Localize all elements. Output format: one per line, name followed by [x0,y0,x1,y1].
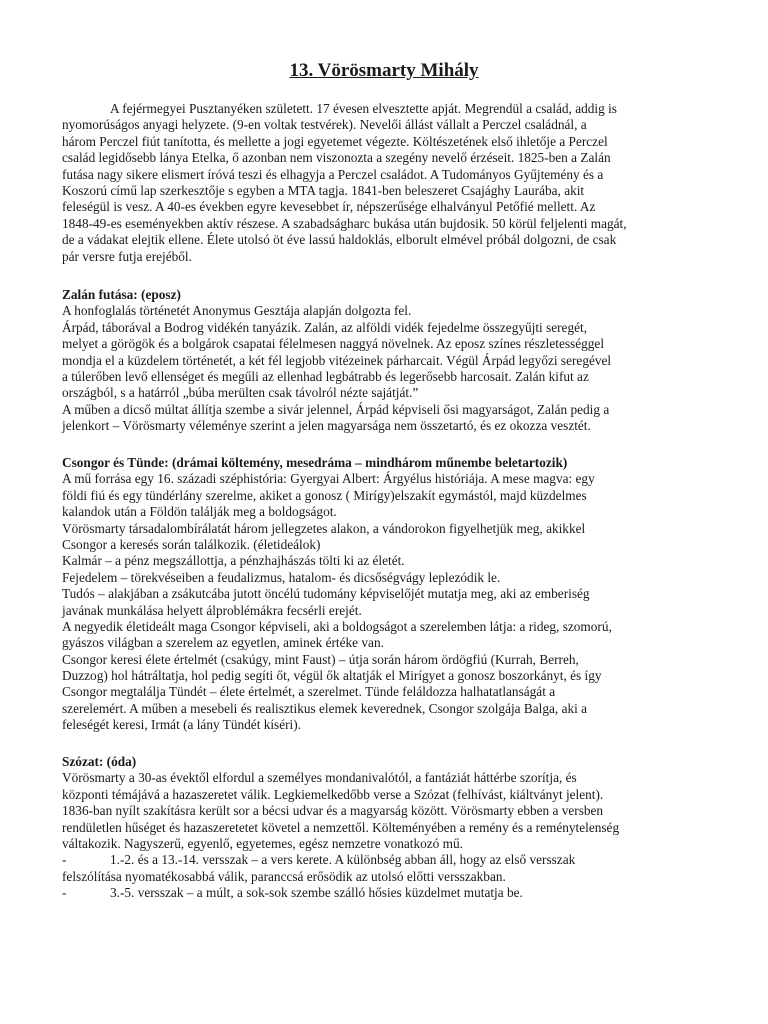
body-line: rendületlen hűséget és hazaszeretetet követel a nemzettől. Költeményében a remény és a reménytelenség [62,819,620,835]
body-line: szerelemért. A műben a mesebeli és realisztikus elemek keverednek, Csongor szolgája Balga, aki a [62,700,588,716]
intro-line: A fejérmegyei Pusztanyéken született. 17 évesen elvesztette apját. Megrendül a család, addig is [110,101,617,116]
intro-line: de a vádakat elejtik ellene. Élete utolsó öt éve lassú haldoklás, elborult elmével próbál dolgozni, de csak [62,232,617,248]
body-line: Vörösmarty a 30-as évektől elfordul a személyes mondanivalótól, a fantáziát háttérbe szorítja, és [62,770,577,786]
section-heading: Szózat: (óda) [62,754,137,769]
body-line: Árpád, táborával a Bodrog vidékén tanyázik. Zalán, az alföldi vidék fejedelme összegyűjti seregét, [62,319,588,335]
body-line: gyászos világban a szerelem az egyetlen, aminek értéke van. [62,635,384,651]
body-line: földi fiú és egy tündérlány szerelme, akiket a gonosz ( Mirígy)elszakít egymástól, majd küzdelmes [62,487,587,503]
body-line: javának munkálása helyett álproblémákra fecsérli erejét. [62,602,362,618]
body-line: 1836-ban nyílt szakításra került sor a bécsi udvar és a magyarság között. Vörösmarty ebben a versben [62,803,604,819]
intro-line: feleségül is vesz. A 40-es években egyre kevesebbet ír, népszerűsége elhalványul Petőfié mellett. Az [62,199,596,215]
body-line: A negyedik életideált maga Csongor képviseli, aki a boldogságot a szerelemben látja: a rideg, szomorú, [62,618,612,634]
body-line: Csongor keresi élete értelmét (csakúgy, mint Faust) – útja során három ördögfiú (Kurrah, Berreh, [62,651,579,667]
body-line: A műben a dicső múltat állítja szembe a sivár jelennel, Árpád képviseli ősi magyarságot, Zalán pedig a [62,401,610,417]
section-szozat [62,754,722,902]
intro-line: család legidősebb lánya Etelka, ő azonban nem viszonozta a szegény nevelő érzéseit. 1825-ben a Zalán [62,150,611,166]
intro-line: 1848-49-es eseményekben aktív részese. A szabadságharc bukása után bujdosik. 50 körül feljelenti magát, [62,215,627,231]
page-title [0,60,768,82]
intro-line: nyomorúságos anyagi helyzete. (9-en voltak testvérek). Nevelői állást vállalt a Perczel családnál, a [62,117,587,133]
body-line: a túlerőben levő ellenséget és megűli az ellenhad legbátrabb és legerősebb harcosait. Zalán kifut az [62,368,589,384]
body-line: jelenkort – Vörösmarty véleménye szerint a jelen magyarsága nem összetartó, és ez okozza vesztét. [62,418,591,434]
intro-line: pár versre futja erejéből. [62,248,192,264]
body-line: váltakozik. Nagyszerű, egyenlő, egyetemes, egész nemzetre vonatkozó mű. [62,835,463,851]
bullet-marker: - [62,852,67,868]
body-line: kalandok után a Földön találják meg a boldogságot. [62,504,337,520]
body-line: mondja el a küzdelem történetét, a két fél legjobb vitézeinek párharcait. Végül Árpád legyőzi seregével [62,352,612,368]
body-line: feleségét keresi, Irmát (a lány Tündét kíséri). [62,717,301,733]
bullet-text: 1.-2. és a 13.-14. versszak – a vers kerete. A különbség abban áll, hogy az első versszak [110,852,576,868]
intro-line: futása nagy sikere elismert íróvá teszi és elhagyja a Perczel családot. A Tudományos Gyűjtemény és a [62,166,604,182]
intro-line: három Perczel fiút tanította, és mellette a jogi egyetemet végezte. Költészetének első ihletője a Perczel [62,133,608,149]
bullet-item [62,852,722,868]
body-line: Kalmár – a pénz megszállottja, a pénzhajhászás tölti ki az életét. [62,553,405,569]
section-zalan-futasa [62,287,722,435]
section-heading: Zalán futása: (eposz) [62,287,181,302]
body-line: Duzzog) hol hátráltatja, hol pedig segíti őt, végül ők altatják el Mirígyet a gonosz boszorkányt, és így [62,668,602,684]
body-line: Vörösmarty társadalombírálatát három jellegzetes alakon, a vándorokon figyelhetjük meg, akikkel [62,520,586,536]
section-csongor-es-tunde [62,455,722,734]
body-line: Csongor megtalálja Tündét – élete értelmét, a szerelmet. Tünde feláldozza halhatatlanságát a [62,684,556,700]
intro-line: Koszorú című lap szerkesztője s egyben a MTA tagja. 1841-ben beleszeret Csajághy Laurába, akit [62,182,585,198]
page-title-text: 13. Vörösmarty Mihály [289,60,479,81]
body-line: A honfoglalás történetét Anonymus Gesztája alapján dolgozta fel. [62,303,412,319]
section-heading: Csongor és Tünde: (drámai költemény, mesedráma – mindhárom műnembe beletartozik) [62,455,568,470]
body-line: országból, s a határról „búba merülten csak távolról nézte sajátját.” [62,385,419,401]
intro-paragraph [62,101,722,265]
bullet-marker: - [62,885,67,901]
body-line: Tudós – alakjában a zsákutcába jutott öncélú tudomány képviselőjét mutatja meg, aki az emberiség [62,586,590,602]
bullet-continuation: felszólítása nyomatékosabbá válik, paranccsá erősödik az utolsó előtti versszakban. [62,868,506,884]
bullet-item [62,885,722,901]
body-line: Csongor a keresés során találkozik. (életideálok) [62,536,321,552]
body-line: központi témájává a hazaszeretet válik. Legkiemelkedőbb verse a Szózat (felhívást, kiáltványt jelent). [62,786,604,802]
body-line: Fejedelem – törekvéseiben a feudalizmus, hatalom- és dicsőségvágy leplezódik le. [62,569,501,585]
body-line: A mű forrása egy 16. századi széphistória: Gyergyai Albert: Árgyélus históriája. A mese magva: egy [62,471,595,487]
body-line: melyet a görögök és a bolgárok csapatai félelmesen naggyá növelnek. Az eposz színes részletességgel [62,336,605,352]
bullet-text: 3.-5. versszak – a múlt, a sok-sok szembe szálló hősies küzdelmet mutatja be. [110,885,523,901]
